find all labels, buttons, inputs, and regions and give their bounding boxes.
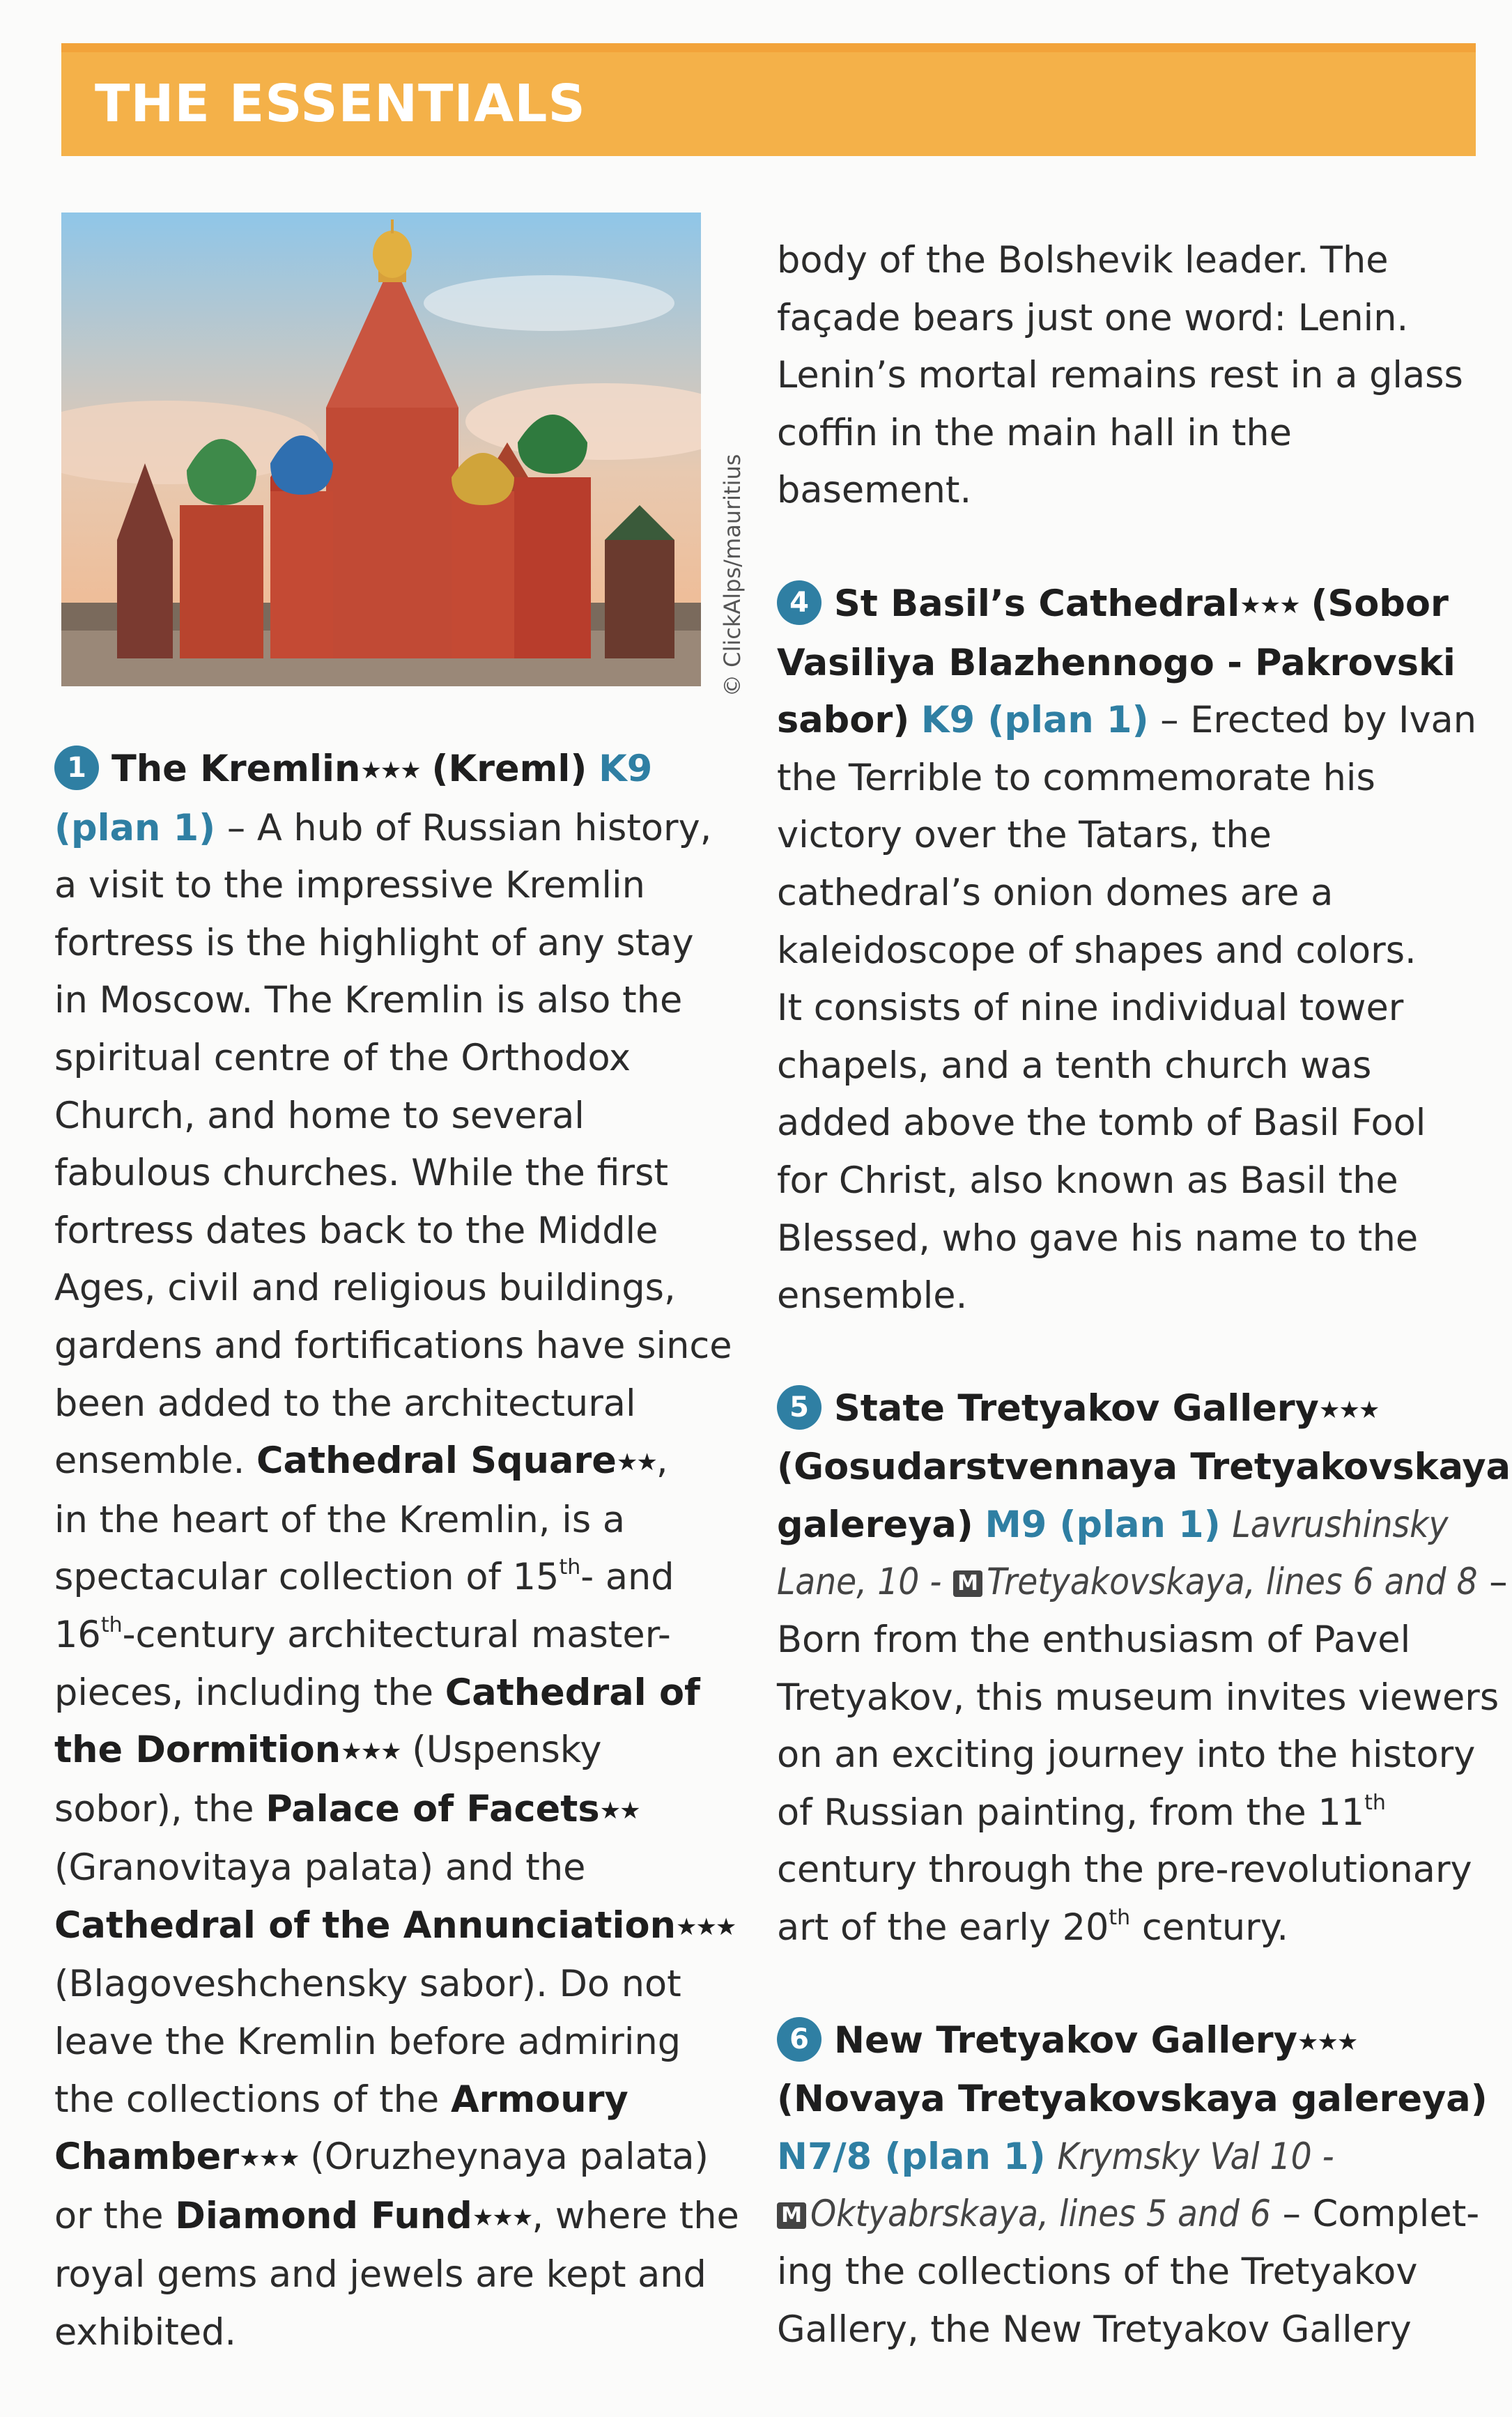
text-line: ensemble. [54, 1439, 245, 1483]
stars-rating: ★★ [616, 1449, 656, 1477]
stars-rating: ★★★ [239, 2145, 299, 2173]
text-line: – Complet- [1282, 2193, 1480, 2236]
text-line: cathedral’s onion domes are a [777, 871, 1334, 914]
address: Lavrushinsky [1232, 1503, 1449, 1546]
text-line: spectacular collection of 15 [54, 1556, 560, 1599]
entry-title: New Tretyakov Gallery [834, 2018, 1297, 2062]
highlight-armoury: Armoury [450, 2078, 628, 2121]
entry-alt-name: (Sobor [1311, 582, 1449, 625]
text-line: (Uspensky [412, 1729, 602, 1772]
stars-rating: ★★★ [472, 2203, 532, 2232]
text-line: fortress is the highlight of any stay [54, 921, 694, 964]
text-line: century through the pre-revolutionary [777, 1848, 1472, 1892]
text-line: Gallery, the New Tretyakov Gallery [777, 2308, 1412, 2351]
text-line: , where the [532, 2194, 739, 2237]
map-ref: N7/8 (plan 1) [777, 2135, 1046, 2178]
stars-rating: ★★★ [360, 757, 420, 785]
entry-kremlin: 1 The Kremlin★★★ (Kreml) K9 (plan 1) – A hub of Russian history, a visit to the impressive Kremlin fortress is the highlight of any stay in Moscow. The Kremlin is also the spiritual centre of the Orthodox Church, and home to several fabulous churches. While the first fortress dates back to the Middle Ages, civil and religious buildings, gardens and fortifications have since been added to the architectural ensemble. Cathedral Square★★, in the heart of the Kremlin, is a spectacular collection of 15th- and 16th-century architectural master- pieces, including the Cathedral of the Dormition★★★ (Uspensky sobor), the Palace of Facets★★ (Granovitaya palata) and the Cathedral of the Annunciation★★★ (Blagoveshchensky sabor). Do not leave the Kremlin before admiring the collections of the Armoury Chamber★★★ (Oruzheynaya palata) or the Diamond Fund★★★, where the royal gems and jewels are kept and exhibited. [54, 741, 758, 2362]
address: Krymsky Val 10 - [1057, 2135, 1334, 2178]
text-line: exhibited. [54, 2311, 237, 2354]
text-line: of Russian painting, from the 11 [777, 1791, 1365, 1834]
text-line: in Moscow. The Kremlin is also the [54, 979, 683, 1022]
entry-number: 1 [54, 746, 99, 790]
stars-rating: ★★★ [675, 1913, 736, 1941]
entry-alt-name: (Gosudarstvennaya Tretyakovskaya [777, 1446, 1511, 1489]
map-ref: M9 (plan 1) [985, 1503, 1221, 1546]
metro-station: Tretyakovskaya, lines 6 and 8 [987, 1561, 1478, 1604]
text-line: basement. [777, 469, 972, 512]
text-line: – [1489, 1561, 1508, 1604]
text-line: (Granovitaya palata) and the [54, 1846, 586, 1890]
entry-alt-name: (Novaya Tretyakovskaya galereya) [777, 2078, 1488, 2121]
address: Lane, 10 - [777, 1561, 942, 1604]
text-line: art of the early 20 [777, 1906, 1109, 1949]
entry-title: The Kremlin [111, 748, 361, 790]
highlight-diamond-fund: Diamond Fund [175, 2194, 472, 2237]
text-line: façade bears just one word: Lenin. [777, 296, 1409, 339]
stars-rating: ★★★ [1318, 1396, 1379, 1424]
text-line: victory over the Tatars, the [777, 814, 1272, 857]
text-line: royal gems and jewels are kept and [54, 2253, 707, 2296]
text-line: body of the Bolshevik leader. The [777, 239, 1389, 281]
entry-number: 6 [777, 2017, 821, 2062]
left-column [54, 741, 758, 2417]
map-ref: K9 [599, 748, 653, 790]
text-line: -century architectural master- [122, 1613, 671, 1656]
section-header [61, 43, 1476, 156]
highlight-armoury: Chamber [54, 2136, 240, 2179]
stars-rating: ★★★ [1240, 591, 1299, 619]
text-line: (Oruzheynaya palata) [310, 2136, 709, 2179]
metro-icon: M [953, 1570, 982, 1597]
entry-alt-name: sabor) [777, 699, 910, 742]
metro-icon: M [777, 2202, 806, 2229]
text-line: 16 [54, 1613, 101, 1656]
text-line: spiritual centre of the Orthodox [54, 1036, 631, 1079]
text-line: Blessed, who gave his name to the [777, 1217, 1419, 1260]
superscript: th [100, 1612, 123, 1637]
cathedral-photo [61, 213, 701, 686]
text-line: kaleidoscope of shapes and colors. [777, 929, 1417, 972]
stars-rating: ★★★ [341, 1738, 401, 1766]
stars-rating: ★★★ [1297, 2028, 1357, 2056]
text-line: Ages, civil and religious buildings, [54, 1267, 676, 1310]
text-line: Tretyakov, this museum invites viewers [777, 1676, 1499, 1719]
text-line: pieces, including the [54, 1671, 434, 1714]
plan-ref: (plan 1) [54, 806, 216, 849]
photo-credit: © ClickAlps/mauritius [719, 454, 746, 697]
superscript: th [1109, 1906, 1131, 1931]
text-line: fabulous churches. While the first [54, 1152, 669, 1195]
entry-lenin-continued [777, 232, 1481, 520]
text-line: (Blagoveshchensky sabor). Do not [54, 1963, 681, 2006]
text-line: – A hub of Russian history, [226, 806, 712, 849]
highlight-annunciation: Cathedral of the Annunciation [54, 1904, 676, 1947]
text-line: or the [54, 2194, 164, 2237]
entry-number: 4 [777, 580, 821, 625]
text-line: ensemble. [777, 1274, 968, 1318]
text-line: the Terrible to commemorate his [777, 756, 1375, 799]
text-line: on an exciting journey into the history [777, 1733, 1476, 1777]
text-line: added above the tomb of Basil Fool [777, 1102, 1426, 1145]
text-line: fortress dates back to the Middle [54, 1209, 658, 1252]
entry-new-tretyakov [777, 2012, 1488, 2359]
text-line: for Christ, also known as Basil the [777, 1159, 1398, 1202]
text-line: coffin in the main hall in the [777, 411, 1292, 454]
metro-station: Oktyabrskaya, lines 5 and 6 [810, 2193, 1271, 2236]
entry-title: St Basil’s Cathedral [834, 582, 1240, 625]
text-line: Lenin’s mortal remains rest in a glass [777, 354, 1463, 397]
text-line: been added to the architectural [54, 1382, 636, 1425]
entry-alt-name: (Kreml) [431, 748, 587, 790]
text-line: sobor), the [54, 1787, 254, 1830]
text-line: – Erected by Ivan [1160, 699, 1476, 742]
section-title: THE ESSENTIALS [95, 74, 586, 134]
cathedral-illustration [61, 213, 701, 686]
text-line: It consists of nine individual tower [777, 987, 1404, 1030]
entry-alt-name: galereya) [777, 1503, 973, 1546]
map-ref: K9 (plan 1) [920, 699, 1149, 742]
highlight-cathedral-square: Cathedral Square [256, 1439, 617, 1483]
text-line: Born from the enthusiasm of Pavel [777, 1619, 1411, 1662]
entry-state-tretyakov [777, 1380, 1511, 1957]
entry-alt-name: Vasiliya Blazhennogo - Pakrovski [777, 641, 1456, 684]
text-line: ing the collections of the Tretyakov [777, 2250, 1418, 2293]
text-line: chapels, and a tenth church was [777, 1044, 1372, 1087]
highlight-dormition: Cathedral of [445, 1671, 700, 1714]
highlight-palace-of-facets: Palace of Facets [265, 1787, 600, 1830]
text-line: - and [580, 1556, 674, 1599]
superscript: th [1364, 1790, 1386, 1815]
entry-number: 5 [777, 1385, 821, 1430]
text-line: in the heart of the Kremlin, is a [54, 1498, 626, 1541]
text-line: Church, and home to several [54, 1094, 585, 1137]
superscript: th [559, 1555, 581, 1580]
right-column [777, 232, 1511, 2414]
text-line: century. [1141, 1906, 1289, 1949]
entry-title: State Tretyakov Gallery [834, 1387, 1319, 1430]
text-line: leave the Kremlin before admiring [54, 2021, 681, 2064]
highlight-dormition: the Dormition [54, 1729, 341, 1772]
entry-st-basil [777, 576, 1481, 1325]
text-line: a visit to the impressive Kremlin [54, 864, 645, 907]
text-line: gardens and fortifications have since [54, 1324, 732, 1367]
text-line: the collections of the [54, 2078, 440, 2121]
stars-rating: ★★ [599, 1796, 640, 1825]
